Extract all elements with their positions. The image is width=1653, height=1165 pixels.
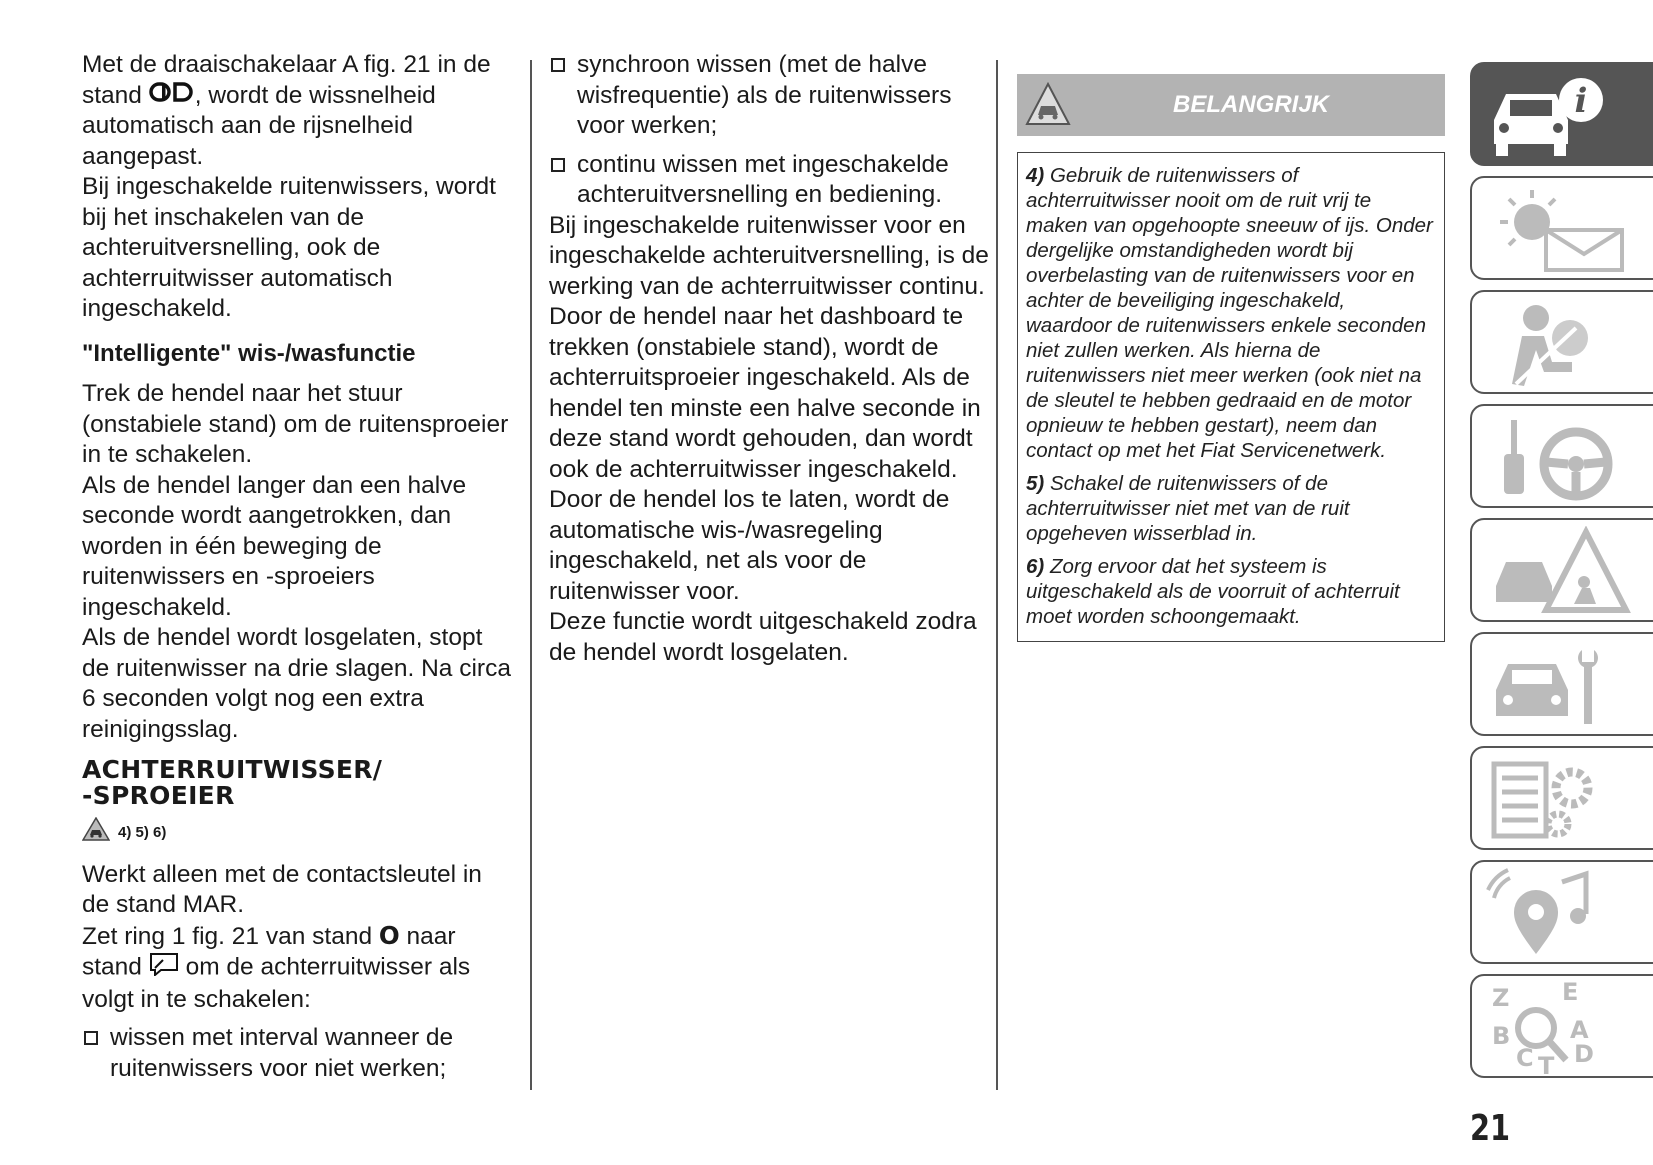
bullet-synchronous: synchroon wissen (met de halve wisfrequentie) als de ruitenwissers voor werken; bbox=[549, 50, 989, 142]
position-o-label: O bbox=[378, 920, 400, 950]
paragraph-rear-washer: Door de hendel naar het dashboard te trekken (onstabiele stand), wordt de achterruitsproeier ingeschakeld. Als de hendel ten minste een halve seconde in deze stand wordt gehouden, dan wordt ook de achterruitwisser ingeschakeld. Door de hendel los te laten, wordt de automatische wis-/wasregeling ingeschakeld, net als voor de ruitenwisser voor. bbox=[549, 303, 981, 605]
index-letter: T bbox=[1538, 1052, 1555, 1074]
tab-emergency[interactable] bbox=[1470, 518, 1653, 622]
index-letter: B bbox=[1492, 1022, 1511, 1050]
note-item: 6) Zorg ervoor dat het systeem is uitgeschakeld als de voorruit of achterruit moet worden schoongemaakt. bbox=[1026, 555, 1400, 628]
lights-envelope-icon bbox=[1486, 184, 1636, 276]
paragraph-half-second: Als de hendel langer dan een halve seconde wordt aangetrokken, dan worden in één beweging de ruitenwissers en -sproeiers ingeschakeld. bbox=[82, 471, 467, 621]
important-notice bbox=[1017, 74, 1445, 642]
paragraph-reverse-gear: Bij ingeschakelde ruitenwissers, wordt bij het inschakelen van de achteruitversnelling, ook de achterruitwisser automatisch ingeschakeld. bbox=[82, 173, 496, 323]
paragraph-continuous-operation: Bij ingeschakelde ruitenwisser voor en ingeschakelde achteruitversnelling, is de werking van de achterruitwisser continu. bbox=[549, 211, 989, 300]
bullet-square-icon bbox=[84, 1031, 98, 1045]
important-header bbox=[1017, 74, 1445, 136]
tab-starting-driving[interactable] bbox=[1470, 404, 1653, 508]
note-item: 5) Schakel de ruitenwissers of de achterruitwisser niet met van de ruit opgeheven wisserblad in. bbox=[1026, 472, 1350, 545]
bullet-square-icon bbox=[551, 158, 565, 172]
tab-lights-messages[interactable] bbox=[1470, 176, 1653, 280]
bullet-square-icon bbox=[551, 58, 565, 72]
index-search-icon bbox=[1486, 982, 1636, 1074]
tab-car-info[interactable] bbox=[1470, 62, 1653, 166]
car-wrench-icon bbox=[1486, 640, 1636, 732]
column-left bbox=[82, 50, 512, 1084]
column-middle bbox=[549, 50, 989, 668]
tab-multimedia[interactable] bbox=[1470, 860, 1653, 964]
note-item: 4) Gebruik de ruitenwissers of achterruitwisser nooit om de ruit vrij te maken van opgehoopte sneeuw of ijs. Onder dergelijke omstandigheden wordt bij overbelasting van de ruitenwissers voor en achter de beveiliging ingeschakeld, waardoor de ruitenwissers enkele seconden niet zullen werken. Als hierna de ruitenwissers niet meer werken (ook niet na de sleutel te hebben gedraaid en de motor opnieuw te hebben gestart), neem dan contact op met het Fiat Servicenetwerk. bbox=[1026, 164, 1433, 462]
paragraph-pull-lever: Trek de hendel naar het stuur (onstabiele stand) om de ruitensproeier in te schakelen. bbox=[82, 380, 509, 469]
subheading-intelligent-wash: "Intelligente" wis-/wasfunctie bbox=[82, 339, 416, 367]
index-letter: D bbox=[1574, 1040, 1594, 1068]
column-divider bbox=[996, 60, 998, 1090]
auto-wiper-symbol-icon bbox=[149, 81, 195, 112]
key-steering-wheel-icon bbox=[1486, 412, 1636, 504]
index-letter: E bbox=[1562, 982, 1579, 1006]
svg-text:i: i bbox=[1574, 81, 1588, 121]
column-divider bbox=[530, 60, 532, 1090]
list-gears-icon bbox=[1486, 754, 1636, 846]
tab-index[interactable] bbox=[1470, 974, 1653, 1078]
airbag-seat-icon bbox=[1486, 298, 1636, 390]
section-heading: ACHTERRUITWISSER/ -SPROEIER bbox=[82, 755, 383, 811]
important-title: BELANGRIJK bbox=[1172, 91, 1329, 118]
tab-maintenance[interactable] bbox=[1470, 632, 1653, 736]
car-info-icon bbox=[1486, 70, 1636, 162]
paragraph-ignition: Werkt alleen met de contactsleutel in de stand MAR. bbox=[82, 860, 482, 919]
paragraph-auto-wiper: Met de draaischakelaar A fig. 21 in de stand , wordt de wissnelheid automatisch aan de rijsnelheid aangepast. bbox=[82, 51, 491, 170]
paragraph-ring-position: Zet ring 1 fig. 21 van stand O naar stand om de achterruitwisser als volgt in te schakelen: bbox=[82, 920, 471, 1013]
bullet-continuous: continu wissen met ingeschakelde achteruitversnelling en bediening. bbox=[549, 150, 989, 211]
paragraph-release-lever: Als de hendel wordt losgelaten, stopt de ruitenwisser na drie slagen. Na circa 6 seconden volgt nog een extra reinigingsslag. bbox=[82, 624, 511, 743]
important-notes bbox=[1017, 152, 1445, 642]
tab-technical-data[interactable] bbox=[1470, 746, 1653, 850]
page-number: 21 bbox=[1470, 1108, 1511, 1149]
index-letter: A bbox=[1570, 1016, 1589, 1044]
rear-wiper-symbol-icon bbox=[149, 952, 179, 985]
tab-safety[interactable] bbox=[1470, 290, 1653, 394]
index-letter: Z bbox=[1492, 984, 1510, 1012]
multimedia-note-icon bbox=[1486, 868, 1636, 960]
paragraph-function-off: Deze functie wordt uitgeschakeld zodra de hendel wordt losgelaten. bbox=[549, 608, 977, 666]
index-letter: C bbox=[1516, 1044, 1534, 1072]
bullet-interval: wissen met interval wanneer de ruitenwissers voor niet werken; bbox=[82, 1023, 512, 1084]
car-warning-triangle-icon bbox=[1486, 526, 1636, 618]
warning-car-icon bbox=[82, 817, 110, 850]
note-references: 4) 5) 6) bbox=[82, 817, 512, 850]
